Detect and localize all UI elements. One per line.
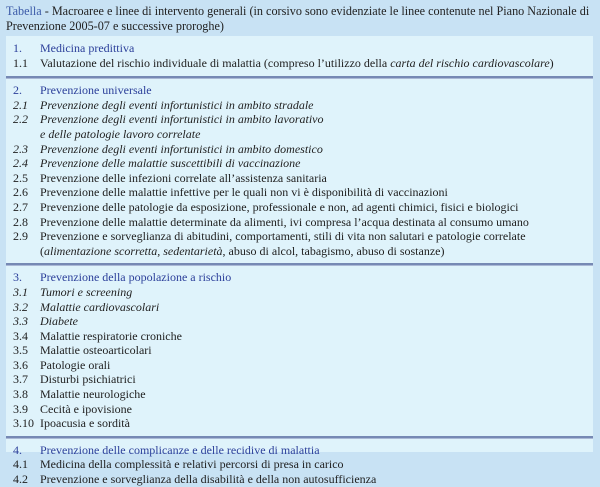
item-text-line2: e delle patologie lavoro correlate <box>40 126 201 141</box>
section-title: Medicina predittiva <box>40 41 135 55</box>
list-item <box>13 229 593 258</box>
table-panel <box>6 36 593 487</box>
item-text: Malattie osteoarticolari <box>40 343 152 358</box>
section-2 <box>6 79 593 263</box>
item-number: 1.1 <box>13 55 28 70</box>
item-text-open: ( <box>40 243 44 258</box>
item-text: Malattie respiratorie croniche <box>40 328 182 343</box>
list-item <box>13 372 593 387</box>
list-item <box>13 142 593 157</box>
item-text: Malattie cardiovascolari <box>40 299 160 314</box>
list-item <box>13 472 593 487</box>
item-number: 3.6 <box>13 357 28 372</box>
section-title: Prevenzione universale <box>40 83 152 98</box>
item-text: Prevenzione e sorveglianza della disabilità e della non autosufficienza <box>40 472 377 487</box>
item-text-line1: Prevenzione e sorveglianza di abitudini, comportamenti, stili di vita non salutari e patologie correlate <box>40 229 526 244</box>
item-number: 2.1 <box>13 97 28 112</box>
item-text-line1: Prevenzione degli eventi infortunistici in ambito lavorativo <box>40 112 324 127</box>
section-title: Prevenzione della popolazione a rischio <box>40 270 232 285</box>
item-text: Ipoacusia e sordità <box>40 416 130 431</box>
list-item <box>13 358 593 373</box>
table-caption <box>6 4 594 34</box>
item-text: Diabete <box>40 314 78 329</box>
item-text: Prevenzione delle malattie determinate da alimenti, ivi compresa l’acqua destinata al consumo umano <box>40 214 529 229</box>
section-number: 3. <box>13 270 22 285</box>
item-number: 2.2 <box>13 112 28 127</box>
list-item <box>13 402 593 417</box>
item-number: 3.3 <box>13 314 28 329</box>
list-item <box>13 98 593 113</box>
item-text: Prevenzione degli eventi infortunistici in ambito domestico <box>40 141 323 156</box>
list-item <box>13 300 593 315</box>
list-item <box>13 156 593 171</box>
item-number: 3.8 <box>13 387 28 402</box>
section-heading <box>13 443 593 458</box>
list-item <box>13 343 593 358</box>
section-number: 1. <box>13 41 22 55</box>
list-item <box>13 457 593 472</box>
item-number: 2.6 <box>13 185 28 200</box>
item-text-rest: , abuso di alcol, tabagismo, abuso di sostanze) <box>222 243 445 258</box>
item-text <box>40 112 593 141</box>
item-number: 2.3 <box>13 141 28 156</box>
list-item <box>13 56 593 71</box>
list-item <box>13 314 593 329</box>
item-text: Tumori e screening <box>40 284 133 299</box>
item-number: 3.5 <box>13 343 28 358</box>
item-text: Disturbi psichiatrici <box>40 372 136 387</box>
item-number: 3.7 <box>13 372 28 387</box>
item-text: Malattie neurologiche <box>40 387 146 402</box>
item-number: 4.2 <box>13 472 28 487</box>
item-text: Medicina della complessità e relativi percorsi di presa in carico <box>40 457 344 472</box>
item-text: Prevenzione degli eventi infortunistici in ambito stradale <box>40 97 314 112</box>
item-text-plain: Valutazione del rischio individuale di malattia (compreso l’utilizzo della <box>40 55 391 70</box>
item-number: 3.9 <box>13 401 28 416</box>
section-heading <box>13 83 593 98</box>
section-3 <box>6 266 593 436</box>
item-text: Prevenzione delle malattie infettive per le quali non vi è disponibilità di vaccinazioni <box>40 185 448 200</box>
list-item <box>13 416 593 431</box>
item-number: 2.9 <box>13 229 28 244</box>
caption-text: - Macroaree e linee di intervento generali (in corsivo sono evidenziate le linee contenute nel Piano Nazionale di Prevenzione 2005-07 e successive proroghe) <box>6 4 590 33</box>
item-number: 3.10 <box>13 416 34 431</box>
list-item <box>13 185 593 200</box>
list-item <box>13 200 593 215</box>
list-item <box>13 171 593 186</box>
section-heading <box>13 270 593 285</box>
item-text: Prevenzione delle patologie da esposizione, professionale e non, ad agenti chimici, fisici e biologici <box>40 199 519 214</box>
item-text: Cecità e ipovisione <box>40 401 132 416</box>
list-item <box>13 329 593 344</box>
item-number: 3.1 <box>13 284 28 299</box>
item-text-italic: alimentazione scorretta, sedentarietà <box>44 243 223 258</box>
item-text <box>40 56 593 71</box>
section-title: Prevenzione delle complicanze e delle recidive di malattia <box>40 442 320 457</box>
section-number: 2. <box>13 83 22 98</box>
section-heading <box>13 41 593 56</box>
item-text: Prevenzione delle infezioni correlate all’assistenza sanitaria <box>40 170 327 185</box>
item-number: 3.2 <box>13 299 28 314</box>
section-number: 4. <box>13 442 22 457</box>
item-number: 2.5 <box>13 170 28 185</box>
item-text <box>40 229 593 258</box>
list-item <box>13 285 593 300</box>
item-number: 4.1 <box>13 457 28 472</box>
caption-label: Tabella <box>6 4 42 18</box>
list-item <box>13 215 593 230</box>
item-number: 2.8 <box>13 214 28 229</box>
item-text: Prevenzione delle malattie suscettibili di vaccinazione <box>40 156 301 171</box>
section-1 <box>6 36 593 76</box>
item-text: Patologie orali <box>40 357 111 372</box>
item-number: 2.4 <box>13 156 28 171</box>
item-text-tail: ) <box>549 55 554 70</box>
item-number: 2.7 <box>13 199 28 214</box>
list-item <box>13 112 593 141</box>
item-text-italic: carta del rischio cardiovascolare <box>390 55 550 70</box>
item-number: 3.4 <box>13 328 28 343</box>
list-item <box>13 387 593 402</box>
